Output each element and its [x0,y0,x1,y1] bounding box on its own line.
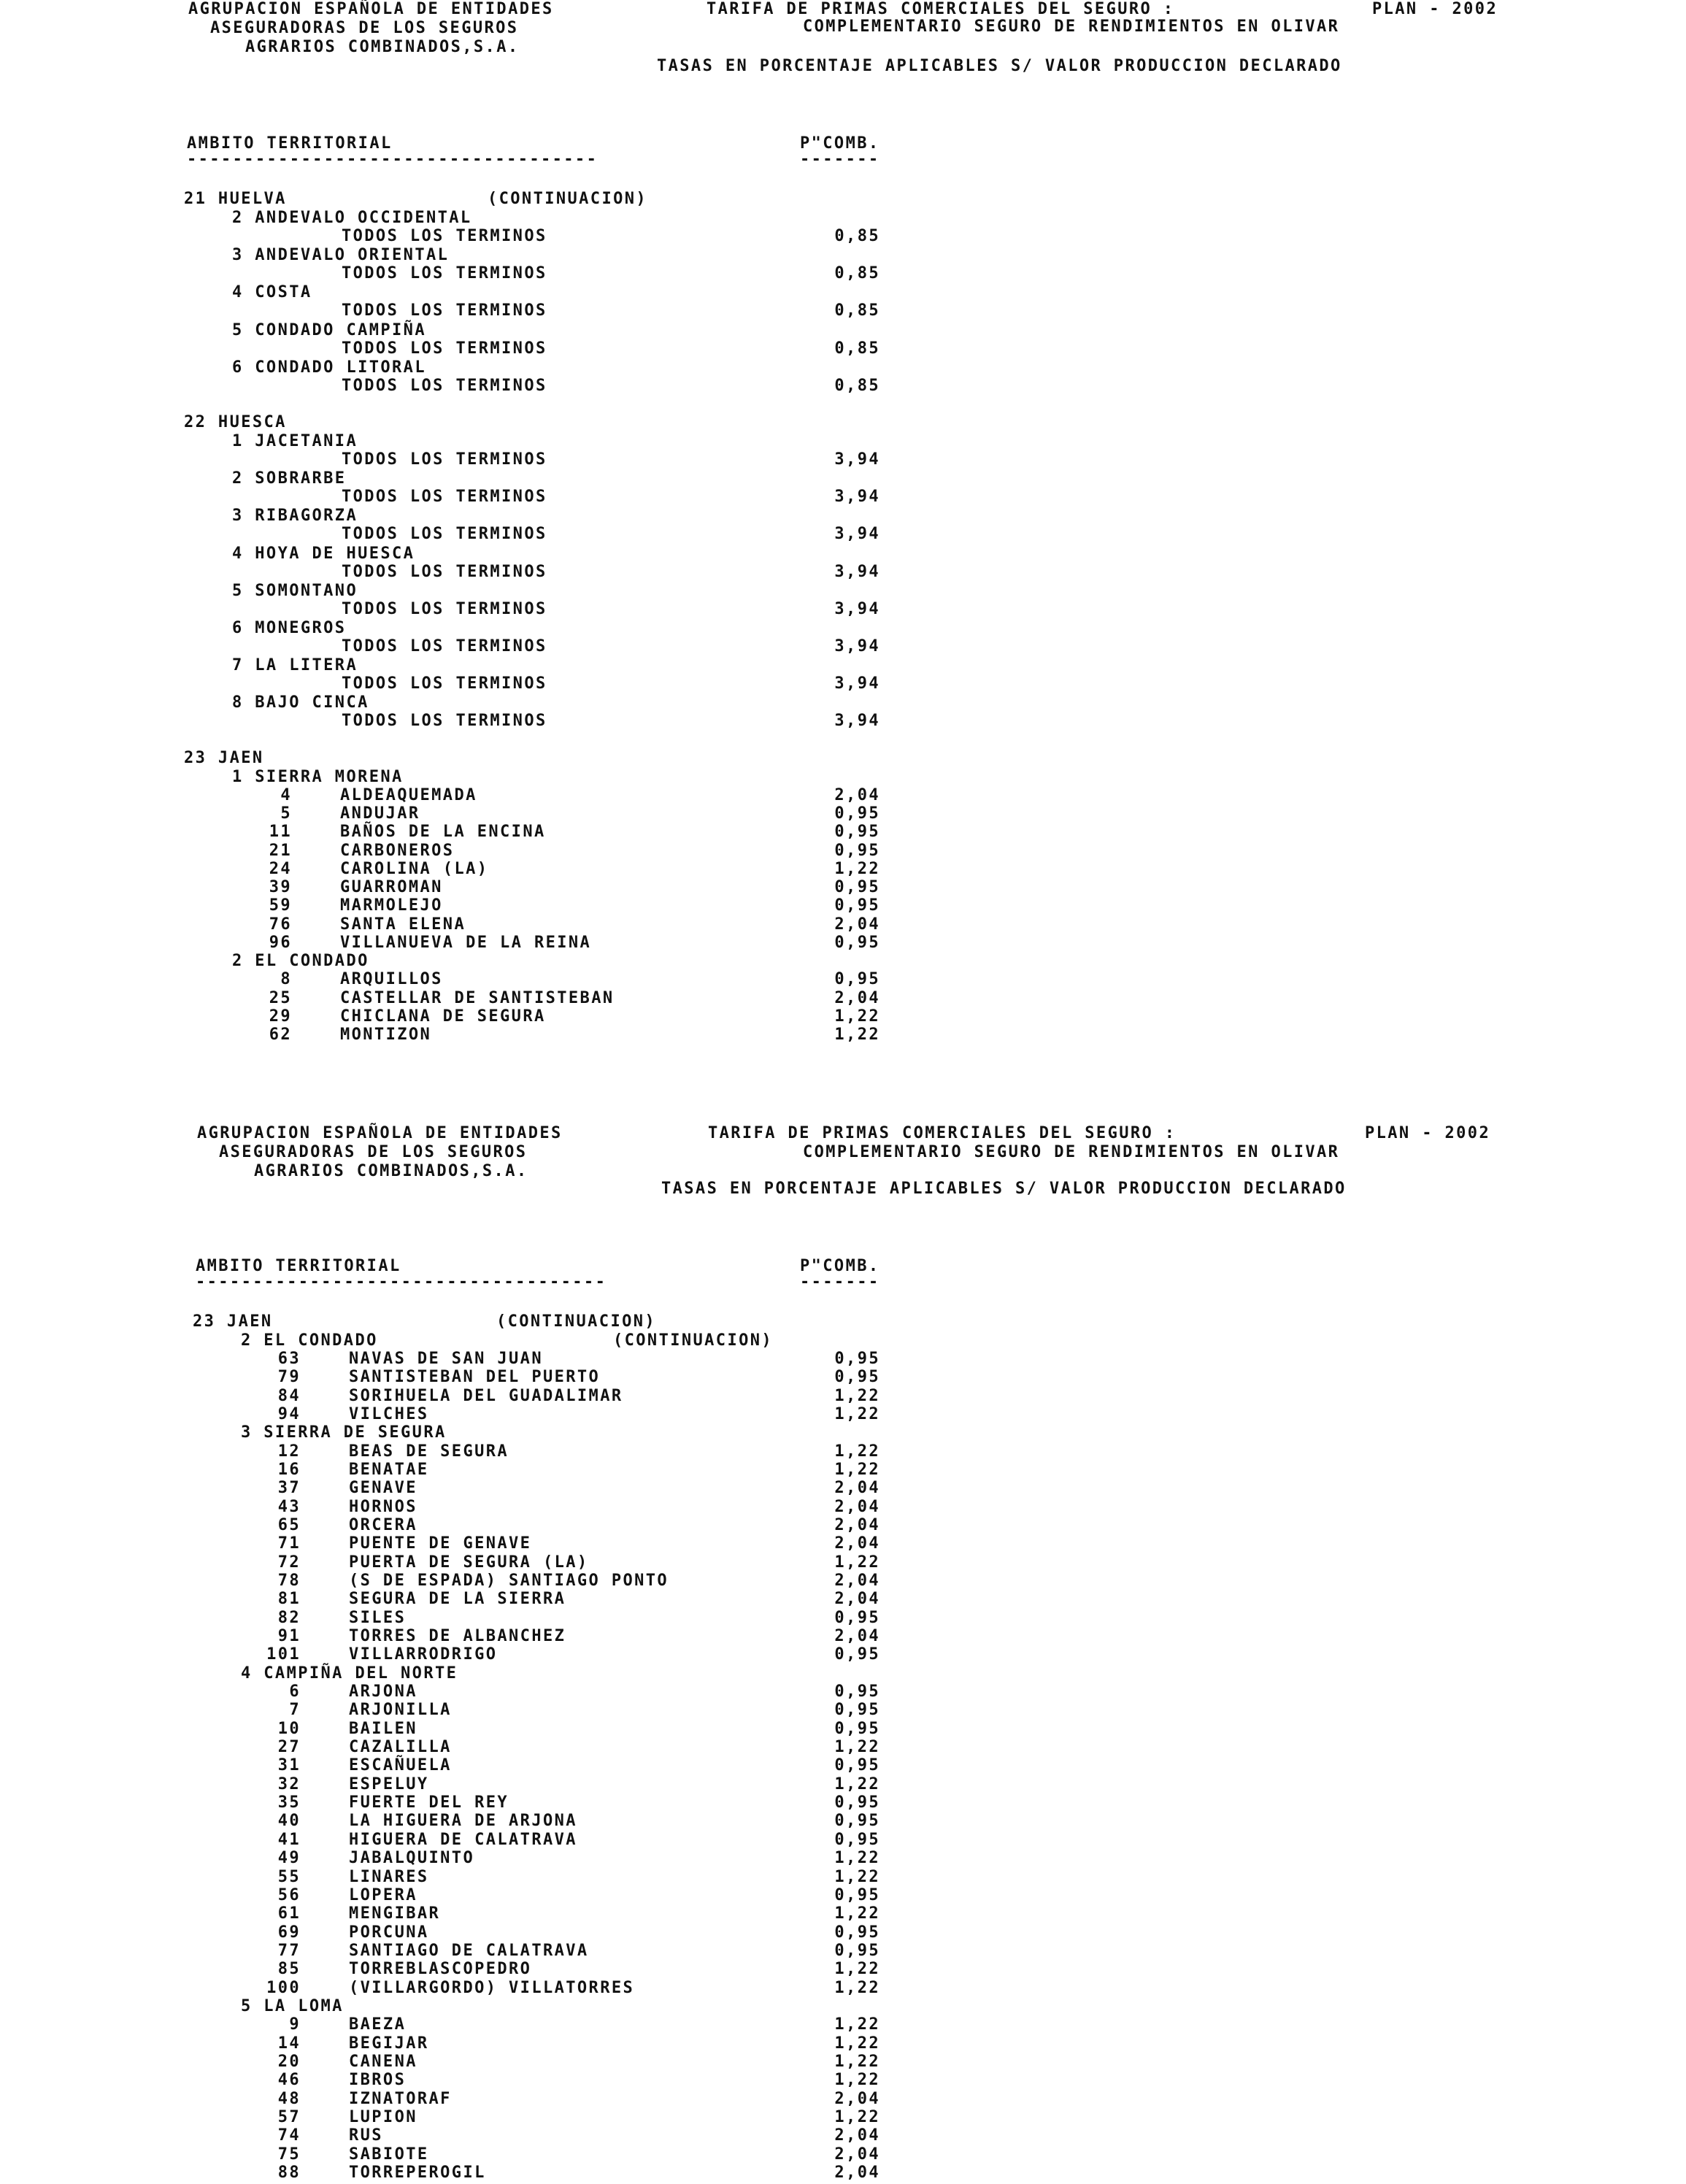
all-terms-label: TODOS LOS TERMINOS [342,599,547,618]
term-name: CHICLANA DE SEGURA [340,1007,546,1026]
term-name: BEAS DE SEGURA [349,1442,509,1461]
col-prima-rule: ------- [800,1273,880,1291]
term-code: 37 [277,1479,301,1498]
rate-value: 0,95 [834,1756,880,1775]
term-code: 61 [277,1904,301,1923]
term-code: 85 [277,1960,301,1979]
term-code: 69 [277,1923,301,1942]
term-name: (VILLARGORDO) VILLATORRES [349,1978,635,1997]
rate-value: 2,04 [834,1479,880,1498]
term-name: IBROS [349,2071,407,2090]
term-code: 94 [277,1404,301,1423]
rate-value: 2,04 [834,2089,880,2108]
term-code: 41 [277,1830,301,1849]
term-code: 65 [277,1515,301,1534]
comarca-name: 2 SOBRARBE [232,469,347,488]
term-name: SILES [349,1608,407,1627]
term-code: 88 [277,2164,301,2183]
term-code: 56 [277,1885,301,1904]
term-code: 91 [277,1627,301,1645]
org-name-line1: AGRUPACION ESPAÑOLA DE ENTIDADES [188,0,554,18]
rate-value: 3,94 [834,599,880,618]
term-code: 9 [289,2015,301,2034]
term-code: 6 [289,1683,301,1701]
term-name: ORCERA [349,1515,417,1534]
tasas-subtitle: TASAS EN PORCENTAJE APLICABLES S/ VALOR PRODUCCION DECLARADO [661,1180,1347,1198]
continuation-label: (CONTINUACION) [613,1331,774,1350]
term-code: 8 [280,970,292,989]
rate-value: 3,94 [834,562,880,581]
term-name: ARQUILLOS [340,970,443,989]
term-name: BAEZA [349,2015,407,2034]
rate-value: 2,04 [834,1534,880,1553]
comarca-name: 6 CONDADO LITORAL [232,358,426,377]
org-name-line1: AGRUPACION ESPAÑOLA DE ENTIDADES [197,1124,563,1142]
all-terms-label: TODOS LOS TERMINOS [342,712,547,731]
seguro-title: COMPLEMENTARIO SEGURO DE RENDIMIENTOS EN OLIVAR [803,18,1340,36]
term-code: 43 [277,1497,301,1516]
term-code: 4 [280,785,292,804]
term-code: 29 [269,1007,292,1026]
term-name: SORIHUELA DEL GUADALIMAR [349,1386,623,1405]
term-code: 39 [269,878,292,897]
rate-value: 0,95 [834,1941,880,1960]
rate-value: 0,85 [834,339,880,358]
term-name: (S DE ESPADA) SANTIAGO PONTO [349,1571,669,1590]
rate-value: 2,04 [834,2145,880,2164]
term-code: 63 [277,1349,301,1368]
rate-value: 0,95 [834,1812,880,1831]
rate-value: 0,95 [834,970,880,989]
all-terms-label: TODOS LOS TERMINOS [342,674,547,693]
rate-value: 2,04 [834,915,880,934]
rate-value: 0,95 [834,1830,880,1849]
term-name: HIGUERA DE CALATRAVA [349,1830,577,1849]
term-name: SEGURA DE LA SIERRA [349,1590,566,1609]
term-name: TORREBLASCOPEDRO [349,1960,532,1979]
rate-value: 0,95 [834,841,880,860]
rate-value: 3,94 [834,488,880,507]
term-code: 55 [277,1867,301,1886]
rate-value: 3,94 [834,525,880,544]
rate-value: 1,22 [834,1849,880,1868]
rate-value: 2,04 [834,2126,880,2145]
rate-value: 0,95 [834,1368,880,1387]
term-code: 10 [277,1719,301,1738]
rate-value: 0,85 [834,376,880,395]
col-prima-header: P"COMB. [800,134,880,153]
all-terms-label: TODOS LOS TERMINOS [342,450,547,469]
rate-value: 0,85 [834,264,880,283]
term-code: 72 [277,1553,301,1572]
all-terms-label: TODOS LOS TERMINOS [342,301,547,320]
rate-value: 1,22 [834,1978,880,1997]
term-name: VILLARRODRIGO [349,1645,498,1664]
tasas-subtitle: TASAS EN PORCENTAJE APLICABLES S/ VALOR PRODUCCION DECLARADO [657,57,1342,75]
comarca-name: 5 SOMONTANO [232,581,358,600]
rate-value: 0,95 [834,1793,880,1812]
col-prima-rule: ------- [800,150,880,169]
term-name: ARJONA [349,1683,417,1701]
rate-value: 1,22 [834,2034,880,2053]
rate-value: 3,94 [834,637,880,655]
term-code: 14 [277,2034,301,2053]
rate-value: 1,22 [834,2071,880,2090]
col-ambito-header: AMBITO TERRITORIAL [187,134,393,153]
rate-value: 1,22 [834,2052,880,2071]
province-name: 23 JAEN [193,1312,273,1331]
comarca-name: 1 JACETANIA [232,432,358,450]
term-name: CASTELLAR DE SANTISTEBAN [340,988,615,1007]
comarca-name: 4 HOYA DE HUESCA [232,544,415,563]
term-name: GENAVE [349,1479,417,1498]
term-code: 62 [269,1026,292,1045]
comarca-name: 6 MONEGROS [232,619,347,637]
term-name: CARBONEROS [340,841,455,860]
comarca-name: 8 BAJO CINCA [232,693,369,712]
term-name: SABIOTE [349,2145,429,2164]
term-code: 32 [277,1774,301,1793]
term-name: ARJONILLA [349,1701,452,1720]
term-name: SANTA ELENA [340,915,466,934]
rate-value: 1,22 [834,1007,880,1026]
term-name: MARMOLEJO [340,896,443,915]
term-code: 5 [280,804,292,823]
term-code: 24 [269,859,292,878]
term-code: 11 [269,823,292,842]
all-terms-label: TODOS LOS TERMINOS [342,562,547,581]
term-name: GUARROMAN [340,878,443,897]
rate-value: 2,04 [834,785,880,804]
rate-value: 2,04 [834,1497,880,1516]
term-code: 84 [277,1386,301,1405]
all-terms-label: TODOS LOS TERMINOS [342,488,547,507]
term-code: 48 [277,2089,301,2108]
term-name: LINARES [349,1867,429,1886]
rate-value: 1,22 [834,1774,880,1793]
term-name: BEGIJAR [349,2034,429,2053]
term-code: 57 [277,2108,301,2126]
term-name: TORREPEROGIL [349,2164,486,2183]
rate-value: 0,95 [834,934,880,952]
term-name: BENATAE [349,1460,429,1479]
rate-value: 0,95 [834,1885,880,1904]
rate-value: 1,22 [834,1026,880,1045]
term-name: SANTIAGO DE CALATRAVA [349,1941,589,1960]
rate-value: 1,22 [834,1553,880,1572]
term-name: RUS [349,2126,383,2145]
comarca-name: 5 LA LOMA [241,1996,344,2015]
all-terms-label: TODOS LOS TERMINOS [342,637,547,655]
term-name: TORRES DE ALBANCHEZ [349,1627,566,1645]
term-name: PUERTA DE SEGURA (LA) [349,1553,589,1572]
term-name: BAÑOS DE LA ENCINA [340,823,546,842]
rate-value: 0,85 [834,301,880,320]
term-name: LOPERA [349,1885,417,1904]
all-terms-label: TODOS LOS TERMINOS [342,525,547,544]
continuation-label: (CONTINUACION) [488,190,648,208]
term-code: 27 [277,1738,301,1757]
comarca-name: 5 CONDADO CAMPIÑA [232,320,426,339]
comarca-name: 2 EL CONDADO [241,1331,378,1350]
term-name: JABALQUINTO [349,1849,475,1868]
rate-value: 2,04 [834,1515,880,1534]
rate-value: 0,95 [834,1645,880,1664]
term-name: ESPELUY [349,1774,429,1793]
rate-value: 0,95 [834,1683,880,1701]
province-name: 23 JAEN [184,748,264,767]
term-code: 20 [277,2052,301,2071]
col-prima-header: P"COMB. [800,1257,880,1275]
term-code: 59 [269,896,292,915]
term-name: CANENA [349,2052,417,2071]
rate-value: 1,22 [834,1904,880,1923]
rate-value: 0,95 [834,1719,880,1738]
term-code: 71 [277,1534,301,1553]
term-code: 100 [266,1978,301,1997]
rate-value: 0,95 [834,1608,880,1627]
term-code: 25 [269,988,292,1007]
rate-value: 0,95 [834,1701,880,1720]
rate-value: 2,04 [834,1627,880,1645]
province-name: 21 HUELVA [184,190,287,208]
term-code: 77 [277,1941,301,1960]
term-code: 101 [266,1645,301,1664]
comarca-name: 4 CAMPIÑA DEL NORTE [241,1664,458,1683]
comarca-name: 3 ANDEVALO ORIENTAL [232,246,450,265]
tarifa-title: TARIFA DE PRIMAS COMERCIALES DEL SEGURO : [708,1124,1177,1142]
term-code: 79 [277,1368,301,1387]
plan-label: PLAN - 2002 [1365,1124,1491,1142]
all-terms-label: TODOS LOS TERMINOS [342,227,547,245]
comarca-name: 2 EL CONDADO [232,952,369,971]
term-name: NAVAS DE SAN JUAN [349,1349,543,1368]
rate-value: 2,04 [834,1571,880,1590]
province-name: 22 HUESCA [184,413,287,431]
term-name: VILCHES [349,1404,429,1423]
term-name: MENGIBAR [349,1904,441,1923]
term-code: 21 [269,841,292,860]
plan-label: PLAN - 2002 [1372,0,1498,18]
term-code: 12 [277,1442,301,1461]
continuation-label: (CONTINUACION) [496,1312,657,1331]
rate-value: 1,22 [834,1460,880,1479]
seguro-title: COMPLEMENTARIO SEGURO DE RENDIMIENTOS EN OLIVAR [803,1143,1340,1161]
term-name: VILLANUEVA DE LA REINA [340,934,592,952]
rate-value: 2,04 [834,988,880,1007]
comarca-name: 3 RIBAGORZA [232,507,358,526]
term-name: PUENTE DE GENAVE [349,1534,532,1553]
rate-value: 0,95 [834,1923,880,1942]
term-name: ANDUJAR [340,804,420,823]
term-name: CAROLINA (LA) [340,859,489,878]
rate-value: 1,22 [834,1442,880,1461]
all-terms-label: TODOS LOS TERMINOS [342,376,547,395]
term-name: PORCUNA [349,1923,429,1942]
rate-value: 2,04 [834,1590,880,1609]
term-name: BAILEN [349,1719,417,1738]
term-name: LA HIGUERA DE ARJONA [349,1812,577,1831]
term-name: ESCAÑUELA [349,1756,452,1775]
rate-value: 0,85 [834,227,880,245]
comarca-name: 4 COSTA [232,283,312,302]
term-code: 78 [277,1571,301,1590]
term-code: 46 [277,2071,301,2090]
term-code: 7 [289,1701,301,1720]
comarca-name: 3 SIERRA DE SEGURA [241,1423,447,1442]
rate-value: 1,22 [834,1738,880,1757]
term-code: 35 [277,1793,301,1812]
term-code: 31 [277,1756,301,1775]
term-code: 49 [277,1849,301,1868]
term-code: 16 [277,1460,301,1479]
org-name-line3: AGRARIOS COMBINADOS,S.A. [254,1162,528,1180]
term-name: CAZALILLA [349,1738,452,1757]
rate-value: 0,95 [834,823,880,842]
rate-value: 2,04 [834,2164,880,2183]
term-name: HORNOS [349,1497,417,1516]
org-name-line2: ASEGURADORAS DE LOS SEGUROS [210,19,519,37]
col-ambito-header: AMBITO TERRITORIAL [196,1257,401,1275]
rate-value: 1,22 [834,1386,880,1405]
col-ambito-rule: ------------------------------------ [187,150,598,169]
rate-value: 1,22 [834,1867,880,1886]
term-code: 76 [269,915,292,934]
rate-value: 0,95 [834,878,880,897]
rate-value: 1,22 [834,2108,880,2126]
term-name: IZNATORAF [349,2089,452,2108]
rate-value: 1,22 [834,1960,880,1979]
rate-value: 3,94 [834,674,880,693]
org-name-line3: AGRARIOS COMBINADOS,S.A. [245,38,520,56]
comarca-name: 2 ANDEVALO OCCIDENTAL [232,209,472,227]
tarifa-title: TARIFA DE PRIMAS COMERCIALES DEL SEGURO : [707,0,1175,18]
rate-value: 0,95 [834,804,880,823]
rate-value: 3,94 [834,450,880,469]
term-name: SANTISTEBAN DEL PUERTO [349,1368,601,1387]
term-name: ALDEAQUEMADA [340,785,477,804]
term-name: MONTIZON [340,1026,432,1045]
rate-value: 1,22 [834,2015,880,2034]
rate-value: 3,94 [834,712,880,731]
comarca-name: 7 LA LITERA [232,656,358,675]
all-terms-label: TODOS LOS TERMINOS [342,264,547,283]
term-code: 74 [277,2126,301,2145]
rate-value: 1,22 [834,1404,880,1423]
org-name-line2: ASEGURADORAS DE LOS SEGUROS [219,1143,528,1161]
rate-value: 0,95 [834,896,880,915]
comarca-name: 1 SIERRA MORENA [232,767,404,786]
rate-value: 0,95 [834,1349,880,1368]
term-code: 82 [277,1608,301,1627]
col-ambito-rule: ------------------------------------ [196,1273,607,1291]
term-name: LUPION [349,2108,417,2126]
term-code: 96 [269,934,292,952]
term-code: 75 [277,2145,301,2164]
term-name: FUERTE DEL REY [349,1793,509,1812]
all-terms-label: TODOS LOS TERMINOS [342,339,547,358]
term-code: 40 [277,1812,301,1831]
term-code: 81 [277,1590,301,1609]
rate-value: 1,22 [834,859,880,878]
